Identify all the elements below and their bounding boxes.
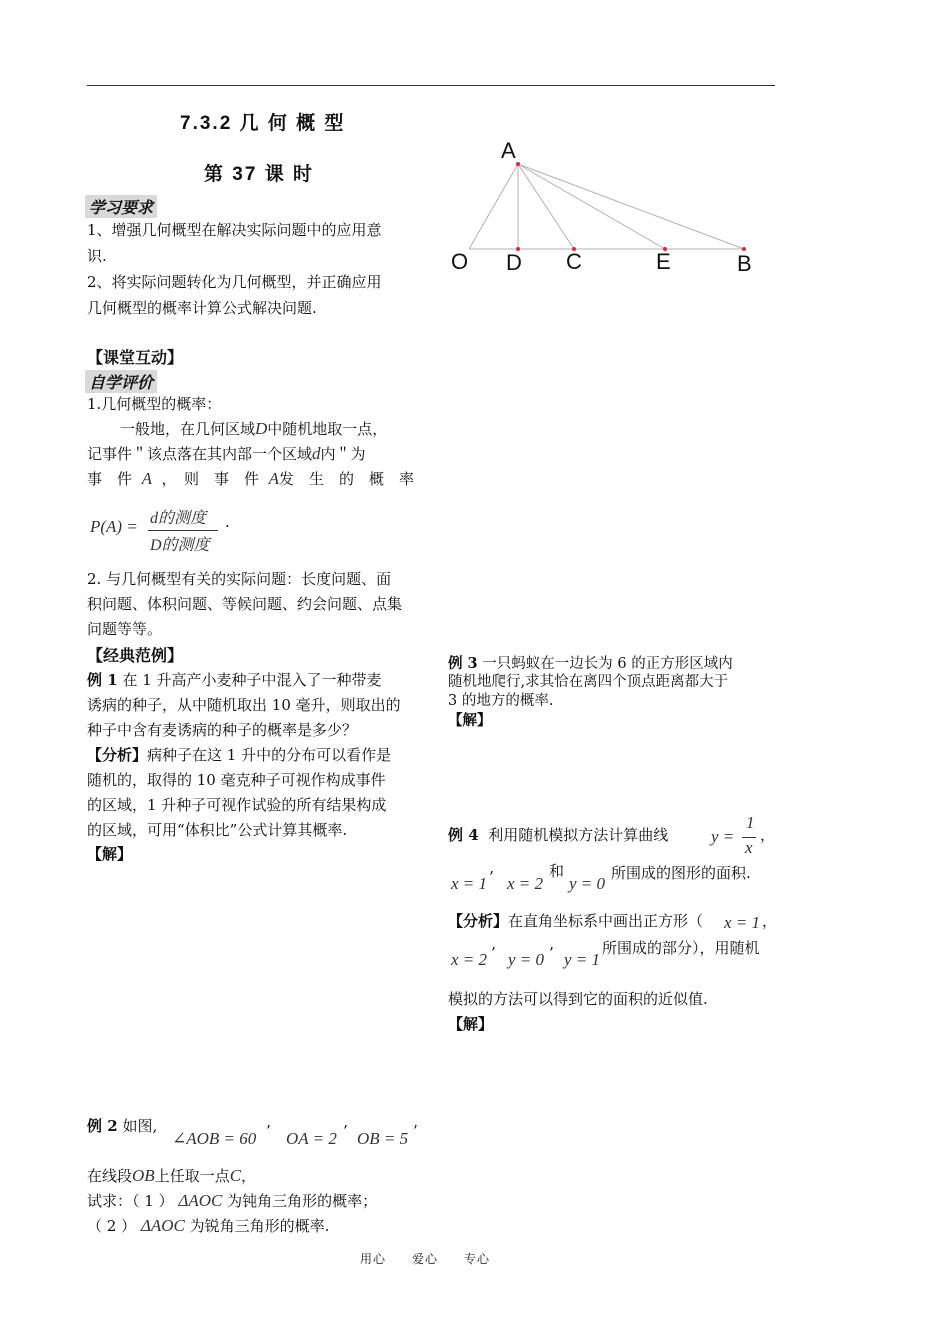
concept-1-line2: 一般地，在几何区域D中随机地取一点， xyxy=(120,419,388,438)
formula-fraction-bar xyxy=(148,530,218,531)
example-2-line2: 在线段OB上任取一点C， xyxy=(87,1166,257,1185)
label-b: B xyxy=(737,251,752,276)
example-4-curve-y: y = xyxy=(711,827,735,846)
example-4-analysis: 【分析】在直角坐标系中画出正方形（ xyxy=(448,912,704,930)
segment-ao xyxy=(469,164,518,249)
segment-ae xyxy=(518,164,665,249)
example-1-analysis-3: 的区域，1 升种子可视作试验的所有结果构成 xyxy=(87,796,387,814)
example-2-line1: 例 2 如图, xyxy=(87,1117,158,1135)
concept-2a: 2. 与几何概型有关的实际问题：长度问题、面 xyxy=(87,570,392,588)
example-4-x2: x = 2 xyxy=(507,874,544,893)
section-classic: 【经典范例】 xyxy=(87,646,184,665)
example-1-line3: 种子中含有麦诱病的种子的概率是多少？ xyxy=(87,721,358,739)
concept-1: 1.几何概型的概率： xyxy=(87,395,222,413)
label-e: E xyxy=(656,249,671,274)
point-a xyxy=(516,162,520,166)
example-3-line3: 3 的地方的概率. xyxy=(448,693,554,709)
example-4-line1: 例 4 利用随机模拟方法计算曲线 xyxy=(448,826,669,844)
example-4-analysis-comma: ， xyxy=(762,912,778,930)
example-4-and: 和 xyxy=(549,862,565,880)
example-4-analysis-y0: y = 0 xyxy=(508,950,545,969)
example-4-analysis-post: 所围成的部分），用随机 xyxy=(602,939,760,957)
lesson-number: 第 37 课 时 xyxy=(204,164,314,185)
example-2-line4: （ 2 ） ΔAOC 为锐角三角形的概率. xyxy=(87,1216,330,1235)
requirement-1b: 识. xyxy=(87,247,107,265)
example-3-solution: 【解】 xyxy=(448,712,492,729)
requirement-2b: 几何概型的概率计算公式解决问题. xyxy=(87,299,317,317)
label-d: D xyxy=(506,250,522,275)
example-2-math-ob: OB = 5 xyxy=(357,1129,409,1148)
example-4-curve-denominator: x xyxy=(745,838,753,857)
formula-end: . xyxy=(225,513,230,531)
example-4-comma: ， xyxy=(760,826,776,844)
page-footer: 用心 爱心 专心 xyxy=(360,1252,491,1266)
example-1-solution: 【解】 xyxy=(87,845,133,863)
example-4-analysis-x1: x = 1 xyxy=(724,913,761,932)
example-3-line2: 随机地爬行,求其恰在离四个顶点距离都大于 xyxy=(448,674,729,690)
example-1-analysis-2: 随机的，取得的 10 毫克种子可视作构成事件 xyxy=(87,771,386,789)
header-rule xyxy=(87,85,775,86)
concept-1-line3: 记事件＂该点落在其内部一个区域d内＂为 xyxy=(87,444,366,463)
example-2-math-oa: OA = 2 xyxy=(286,1129,337,1148)
section-requirements: 学习要求 xyxy=(85,195,157,218)
example-1-line1: 例 1 在 1 升高产小麦种子中混入了一种带麦 xyxy=(87,671,382,689)
concept-2c: 问题等等。 xyxy=(87,620,163,638)
section-interact: 【课堂互动】 xyxy=(87,348,184,367)
concept-1-line4: 事 件 A ， 则 事 件 A发 生 的 概 率 xyxy=(87,469,414,488)
example-4-line2-post: 所围成的图形的面积. xyxy=(611,864,751,882)
label-a: A xyxy=(501,138,516,163)
requirement-2a: 2、将实际问题转化为几何概型，并正确应用 xyxy=(87,273,382,291)
label-c: C xyxy=(566,249,582,274)
example-4-x1: x = 1 xyxy=(451,874,488,893)
example-4-solution: 【解】 xyxy=(448,1015,494,1033)
example-4-sep-2: ’ xyxy=(491,944,496,962)
example-1-line2: 诱病的种子，从中随机取出 10 毫升，则取出的 xyxy=(87,696,401,714)
example-4-curve-numerator: 1 xyxy=(746,813,755,832)
example-4-sep-1: ’ xyxy=(489,868,494,886)
example-4-y0: y = 0 xyxy=(569,874,606,893)
example-1-analysis: 【分析】病种子在这 1 升中的分布可以看作是 xyxy=(87,746,392,764)
section-self-eval: 自学评价 xyxy=(85,370,157,393)
formula-lhs: P(A) = xyxy=(90,517,138,536)
concept-2b: 积问题、体积问题、等候问题、约会问题、点集 xyxy=(87,595,403,613)
example-1-analysis-4: 的区域，可用“体积比”公式计算其概率. xyxy=(87,821,348,839)
example-4-sep-3: ’ xyxy=(549,944,554,962)
example-4-analysis-3: 模拟的方法可以得到它的面积的近似值. xyxy=(448,990,708,1008)
example-2-line3: 试求：（ 1 ） ΔAOC 为钝角三角形的概率； xyxy=(87,1191,378,1210)
formula-denominator: D的测度 xyxy=(150,537,210,554)
segment-ab xyxy=(518,164,744,249)
example-2-comma-1: ’ xyxy=(266,1122,271,1140)
requirement-1a: 1、增强几何概型在解决实际问题中的应用意 xyxy=(87,221,382,239)
example-4-analysis-y1: y = 1 xyxy=(564,950,601,969)
example-2-comma-2: ’ xyxy=(343,1122,348,1140)
example-3-line1: 例 3 一只蚂蚁在一边长为 6 的正方形区域内 xyxy=(448,655,733,672)
example-2-comma-3: ’ xyxy=(413,1122,418,1140)
example-4-analysis-x2: x = 2 xyxy=(451,950,488,969)
segment-ac xyxy=(518,164,574,249)
page-title: 7.3.2 几 何 概 型 xyxy=(180,113,346,134)
formula-numerator: d的测度 xyxy=(150,510,207,527)
example-2-math-angle: ∠AOB = 60 xyxy=(172,1129,257,1148)
label-o: O xyxy=(451,249,469,274)
triangle-figure xyxy=(440,135,780,285)
